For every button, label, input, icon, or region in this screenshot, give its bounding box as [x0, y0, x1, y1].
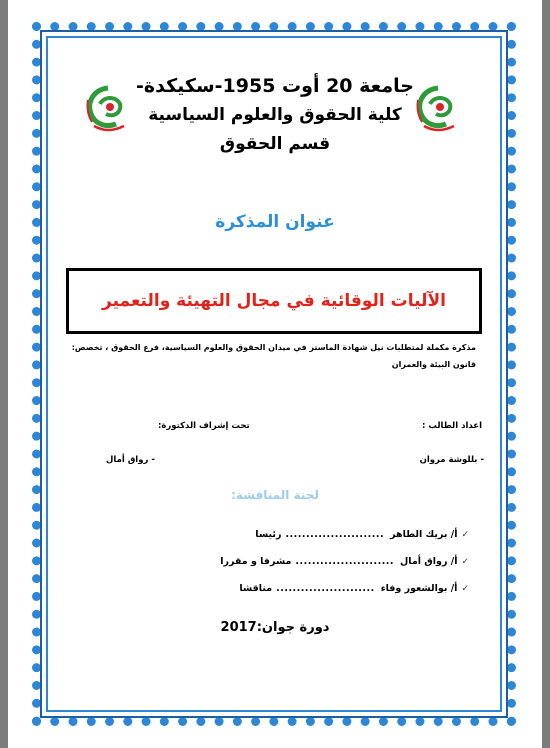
check-icon: ✓	[461, 556, 469, 567]
student-name: - بللوشة مروان	[419, 455, 484, 465]
member-role: مشرفا و مقررا	[220, 556, 292, 567]
university-name: جامعة 20 أوت 1955-سكيكدة-	[136, 75, 414, 97]
thesis-description: مذكرة مكملة لمتطلبات نيل شهادة الماستر في ميدان الحقوق والعلوم السياسية، فرع الحقوق ، تخصص: قانون البيئة والعمران	[71, 343, 476, 369]
committee-member	[255, 529, 469, 540]
check-icon: ✓	[461, 529, 469, 540]
faculty-name: كلية الحقوق والعلوم السياسية	[148, 105, 402, 125]
committee-member	[239, 583, 469, 594]
member-dots: ........................	[295, 556, 395, 567]
member-role: رئيسا	[255, 529, 282, 540]
document-page	[8, 0, 542, 748]
thesis-title: الآليات الوقائية في مجال التهيئة والتعمير	[102, 291, 446, 311]
supervisor-name: - رواق أمال	[106, 455, 155, 465]
university-header	[8, 72, 542, 158]
memo-label: عنوان المذكرة	[215, 212, 335, 232]
department-name: قسم الحقوق	[219, 134, 331, 154]
committee-member	[220, 556, 469, 567]
thesis-title-box	[66, 268, 482, 334]
supervised-by-label: تحت إشراف الدكتورة:	[158, 421, 250, 431]
member-name: أ/ بريك الطاهر	[390, 529, 458, 540]
member-name: أ/ رواق أمال	[400, 556, 458, 567]
member-role: مناقشا	[239, 583, 273, 594]
member-name: أ/ بوالشعور وفاء	[380, 583, 458, 594]
member-dots: ........................	[276, 583, 375, 594]
check-icon: ✓	[461, 583, 469, 594]
session-date: دورة جوان:2017	[220, 620, 330, 635]
committee-label: لجنة المناقشة:	[231, 488, 319, 502]
prepared-by-label: اعداد الطالب :	[422, 421, 482, 431]
member-dots: ........................	[285, 529, 385, 540]
